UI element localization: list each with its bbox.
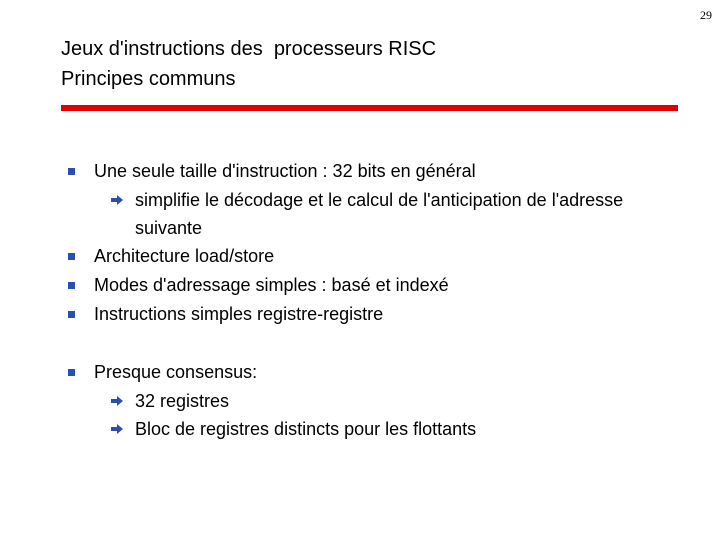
slide-body (66, 157, 666, 443)
title-line-2: Principes communs (61, 68, 236, 90)
title-divider (61, 105, 678, 111)
square-bullet-icon (68, 168, 75, 175)
title-line-1: Jeux d'instructions des processeurs RISC (61, 38, 437, 60)
bullet-item (66, 157, 666, 242)
bullet-text: Modes d'adressage simples : basé et indexé (94, 275, 449, 295)
square-bullet-icon (68, 369, 75, 376)
bullet-text: Presque consensus: (94, 362, 258, 382)
arrow-right-icon (110, 422, 124, 436)
sub-item-text: Bloc de registres distincts pour les flottants (135, 419, 477, 439)
slide-title (61, 34, 681, 94)
bullet-text: Une seule taille d'instruction : 32 bits en général (94, 161, 476, 181)
bullet-text: Instructions simples registre-registre (94, 304, 384, 324)
bullet-item (66, 242, 666, 271)
sub-item (103, 415, 666, 443)
square-bullet-icon (68, 311, 75, 318)
square-bullet-icon (68, 282, 75, 289)
sub-item (103, 186, 666, 242)
sub-item (103, 387, 666, 415)
section-spacer (66, 329, 666, 358)
bullet-item (66, 271, 666, 300)
sub-item-text: simplifie le décodage et le calcul de l'anticipation de l'adresse suivante (135, 190, 624, 238)
page-number: 29 (700, 8, 712, 22)
sub-list (94, 186, 666, 242)
arrow-right-icon (110, 394, 124, 408)
bullet-item (66, 358, 666, 443)
sub-list (94, 387, 666, 443)
arrow-right-icon (110, 193, 124, 207)
bullet-item (66, 300, 666, 329)
sub-item-text: 32 registres (135, 391, 230, 411)
bullet-text: Architecture load/store (94, 246, 275, 266)
square-bullet-icon (68, 253, 75, 260)
